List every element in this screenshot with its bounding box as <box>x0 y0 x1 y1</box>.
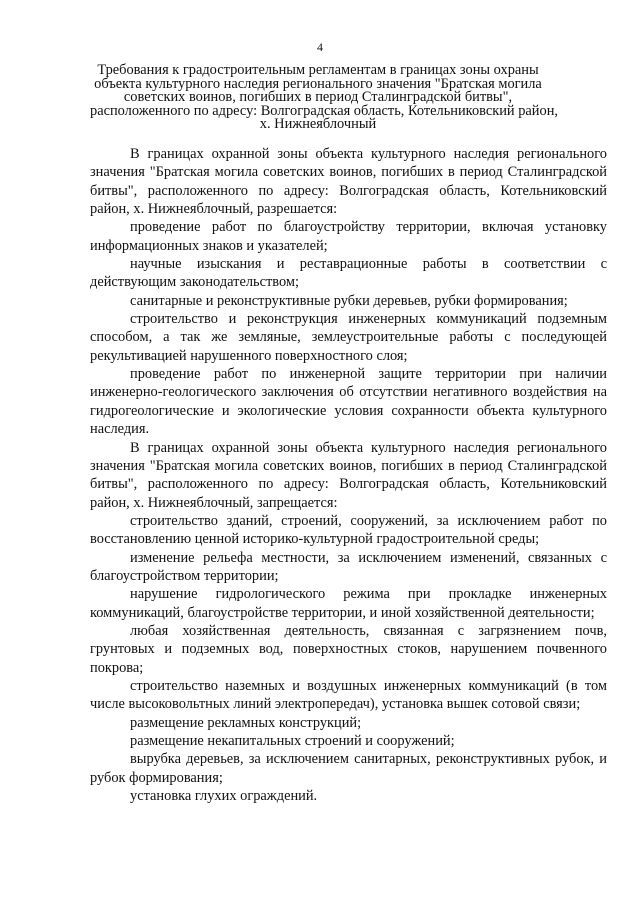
list-item: проведение работ по инженерной защите территории при наличии инженерно-геологического заключения об отсутствии негативного воздействия на гидрогеологические и экологические условия сохранности объекта культурного наследия. <box>90 366 607 438</box>
permitted-intro-paragraph: В границах охранной зоны объекта культурного наследия регионального значения "Братская могила советских воинов, погибших в период Сталинградской битвы", расположенного по адресу: Волгоградская область, Котельниковский район, х. Нижнеяблочный, разрешается: <box>90 146 607 218</box>
list-item: строительство и реконструкция инженерных коммуникаций подземным способом, а так же земляные, землеустроительные работы с последующей рекультивацией нарушенного поверхностного слоя; <box>90 311 607 364</box>
list-item: установка глухих ограждений. <box>130 788 318 805</box>
title-line: советских воинов, погибших в период Сталинградской битвы", <box>123 89 513 106</box>
list-item: изменение рельефа местности, за исключением изменений, связанных с благоустройством территории; <box>90 549 607 584</box>
list-item: вырубка деревьев, за исключением санитарных, реконструктивных рубок, и рубок формирования; <box>90 751 607 786</box>
list-item: проведение работ по благоустройству территории, включая установку информационных знаков и указателей; <box>90 219 607 254</box>
list-item: санитарные и реконструктивные рубки деревьев, рубки формирования; <box>130 292 568 309</box>
title-line: расположенного по адресу: Волгоградская область, Котельниковский район, <box>90 102 559 119</box>
list-item: научные изыскания и реставрационные работы в соответствии с действующим законодательством; <box>90 256 607 291</box>
document-title <box>90 62 559 133</box>
prohibited-intro-paragraph: В границах охранной зоны объекта культурного наследия регионального значения "Братская могила советских воинов, погибших в период Сталинградской битвы", расположенного по адресу: Волгоградская область, Котельниковский район, х. Нижнеяблочный, запрещается: <box>90 439 607 511</box>
title-line: объекта культурного наследия регионального значения "Братская могила <box>94 75 542 92</box>
list-item: размещение рекламных конструкций; <box>130 714 362 731</box>
list-item: нарушение гидрологического режима при прокладке инженерных коммуникаций, благоустройстве территории, и иной хозяйственной деятельности; <box>90 586 607 621</box>
document-body <box>90 145 607 805</box>
title-line: х. Нижнеяблочный <box>259 116 377 133</box>
list-item: строительство зданий, строений, сооружений, за исключением работ по восстановлению ценной историко-культурной градостроительной среды; <box>90 512 607 548</box>
list-item: строительство наземных и воздушных инженерных коммуникаций (в том числе высоковольтных линий электропередач), установка вышек сотовой связи; <box>90 677 607 713</box>
title-line: Требования к градостроительным регламентам в границах зоны охраны <box>97 62 539 78</box>
list-item: любая хозяйственная деятельность, связанная с загрязнением почв, грунтовых и подземных вод, поверхностных стоков, нарушением почвенного покрова; <box>90 622 607 676</box>
page-number: 4 <box>317 40 323 54</box>
list-item: размещение некапитальных строений и сооружений; <box>130 733 455 749</box>
